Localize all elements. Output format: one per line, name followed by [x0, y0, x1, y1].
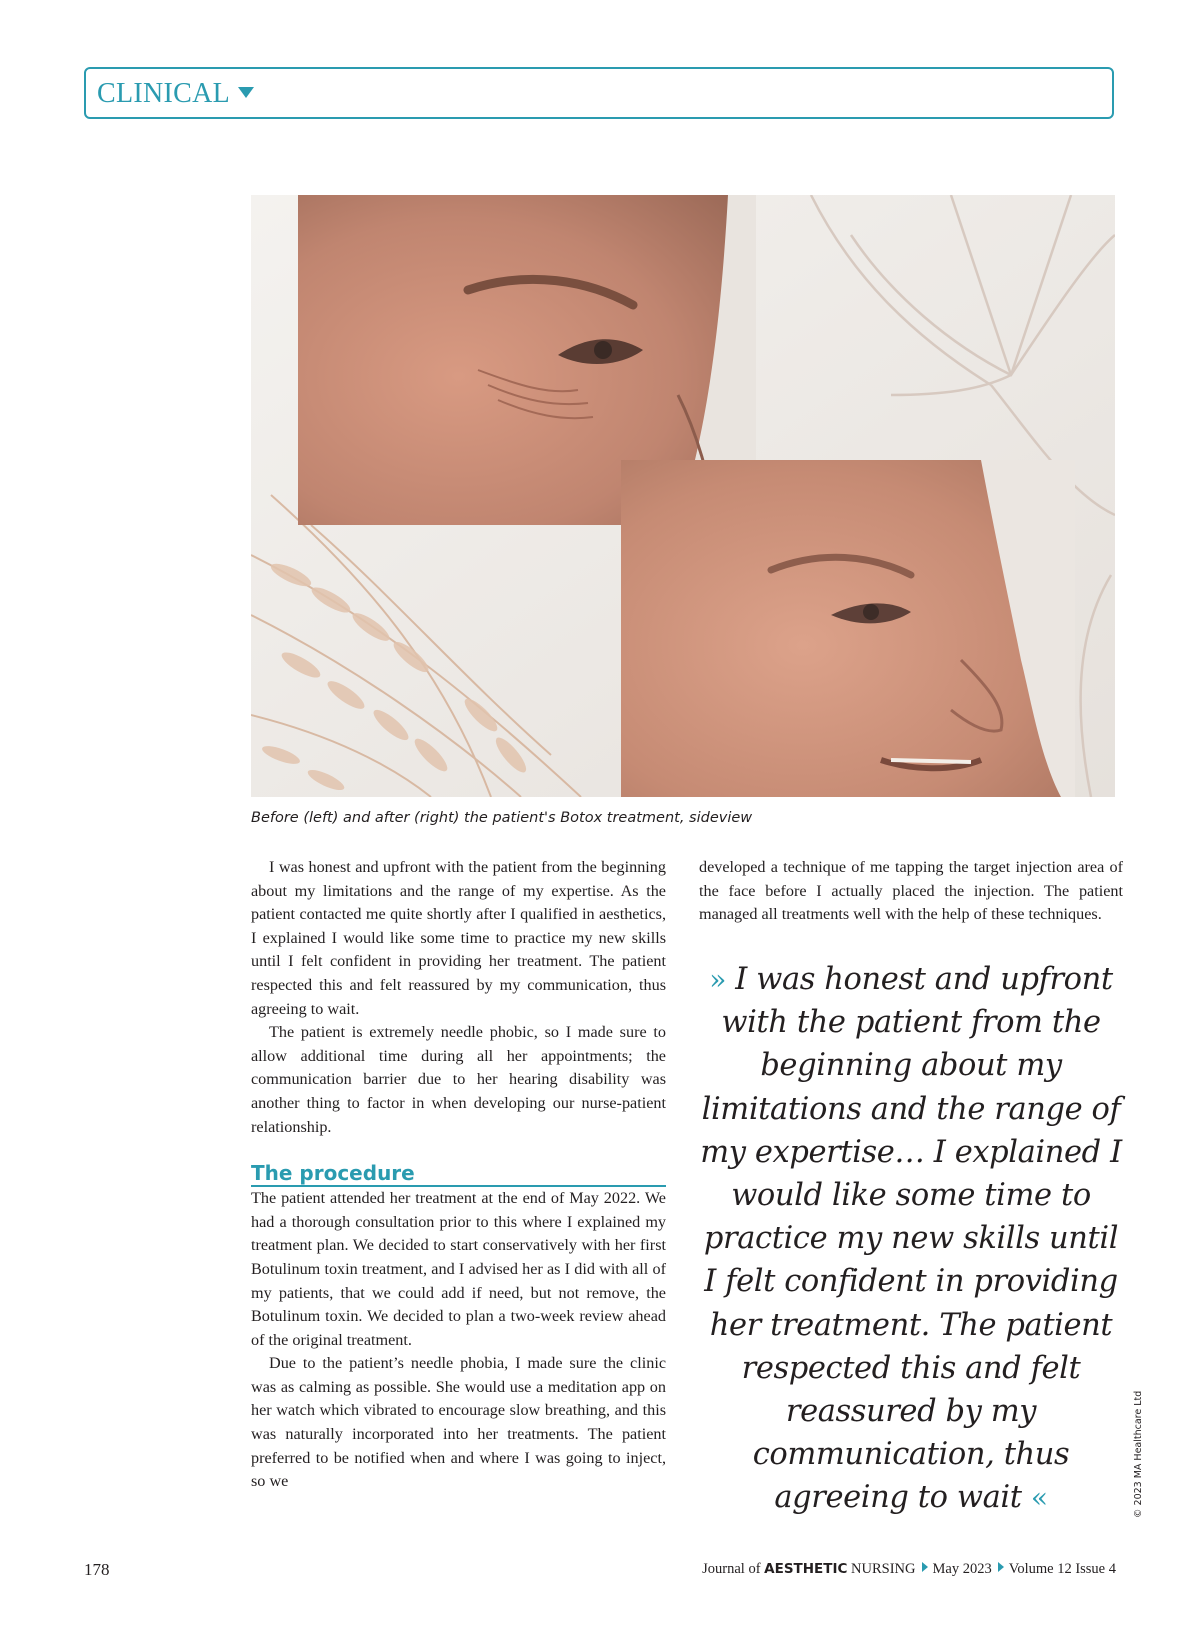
body-paragraph: The patient is extremely needle phobic, so I made sure to allow additional time during all her appointments; the communication barrier due to her hearing disability was another thing to factor in when developing our nurse-patient relationship.	[251, 1023, 666, 1136]
caret-down-icon	[238, 87, 254, 98]
after-photo	[621, 460, 1075, 797]
figure-caption: Before (left) and after (right) the patient's Botox treatment, sideview	[251, 810, 753, 826]
body-paragraph: developed a technique of me tapping the target injection area of the face before I actually placed the injection. The patient managed all treatments well with the help of these techniques.	[699, 858, 1123, 924]
journal-prefix: Journal of	[702, 1561, 761, 1577]
right-column	[699, 856, 1123, 927]
issue-date: May 2023	[932, 1561, 992, 1577]
journal-name-bold: AESTHETIC	[764, 1561, 848, 1577]
section-header-bar	[84, 67, 1114, 119]
after-face-image	[621, 460, 1075, 797]
triangle-right-icon	[922, 1562, 928, 1572]
pull-quote	[699, 958, 1123, 1520]
body-paragraph: Due to the patient’s needle phobia, I made sure the clinic was as calming as possible. She would use a meditation app on her watch which vibrated to encourage slow breathing, and this was naturally incorporated into her treatments. The patient preferred to be notified when and where I was going to inject, so we	[251, 1354, 666, 1491]
open-quote-mark: »	[709, 963, 726, 996]
left-column	[251, 856, 666, 1494]
page-number: 178	[84, 1560, 110, 1579]
close-quote-mark: «	[1030, 1481, 1048, 1515]
triangle-right-icon	[998, 1562, 1004, 1572]
body-paragraph: The patient attended her treatment at the end of May 2022. We had a thorough consultation prior to this where I explained my treatment plan. We decided to start conservatively with her first Botulinum toxin treatment, and I advised her as I did with all of my patients, that we could add if need, but not remove, the Botulinum toxin. We decided to plan a two-week review ahead of the original treatment.	[251, 1189, 666, 1349]
section-label-text: CLINICAL	[97, 78, 231, 109]
section-label	[97, 78, 254, 110]
body-paragraph: I was honest and upfront with the patient from the beginning about my limitations and the range of my expertise. As the patient contacted me quite shortly after I qualified in aesthetics, I explained I would like some time to practice my new skills until I felt confident in providing her treatment. The patient respected this and felt reassured by my communication, thus agreeing to wait.	[251, 858, 666, 1018]
journal-suffix: NURSING	[851, 1561, 916, 1577]
section-subheading: The procedure	[251, 1161, 666, 1187]
copyright-notice: © 2023 MA Healthcare Ltd	[1133, 1390, 1144, 1518]
before-after-figure	[251, 195, 1115, 797]
pull-quote-text: I was honest and upfront with the patient from the beginning about my limitations and the range of my expertise… I explained I would like some time to practice my new skills until I felt confident in providing her treatment. The patient respected this and felt reassured by my communication, thus agreeing to wait	[700, 962, 1122, 1516]
volume-issue: Volume 12 Issue 4	[1008, 1561, 1116, 1577]
journal-footer	[702, 1561, 1116, 1578]
